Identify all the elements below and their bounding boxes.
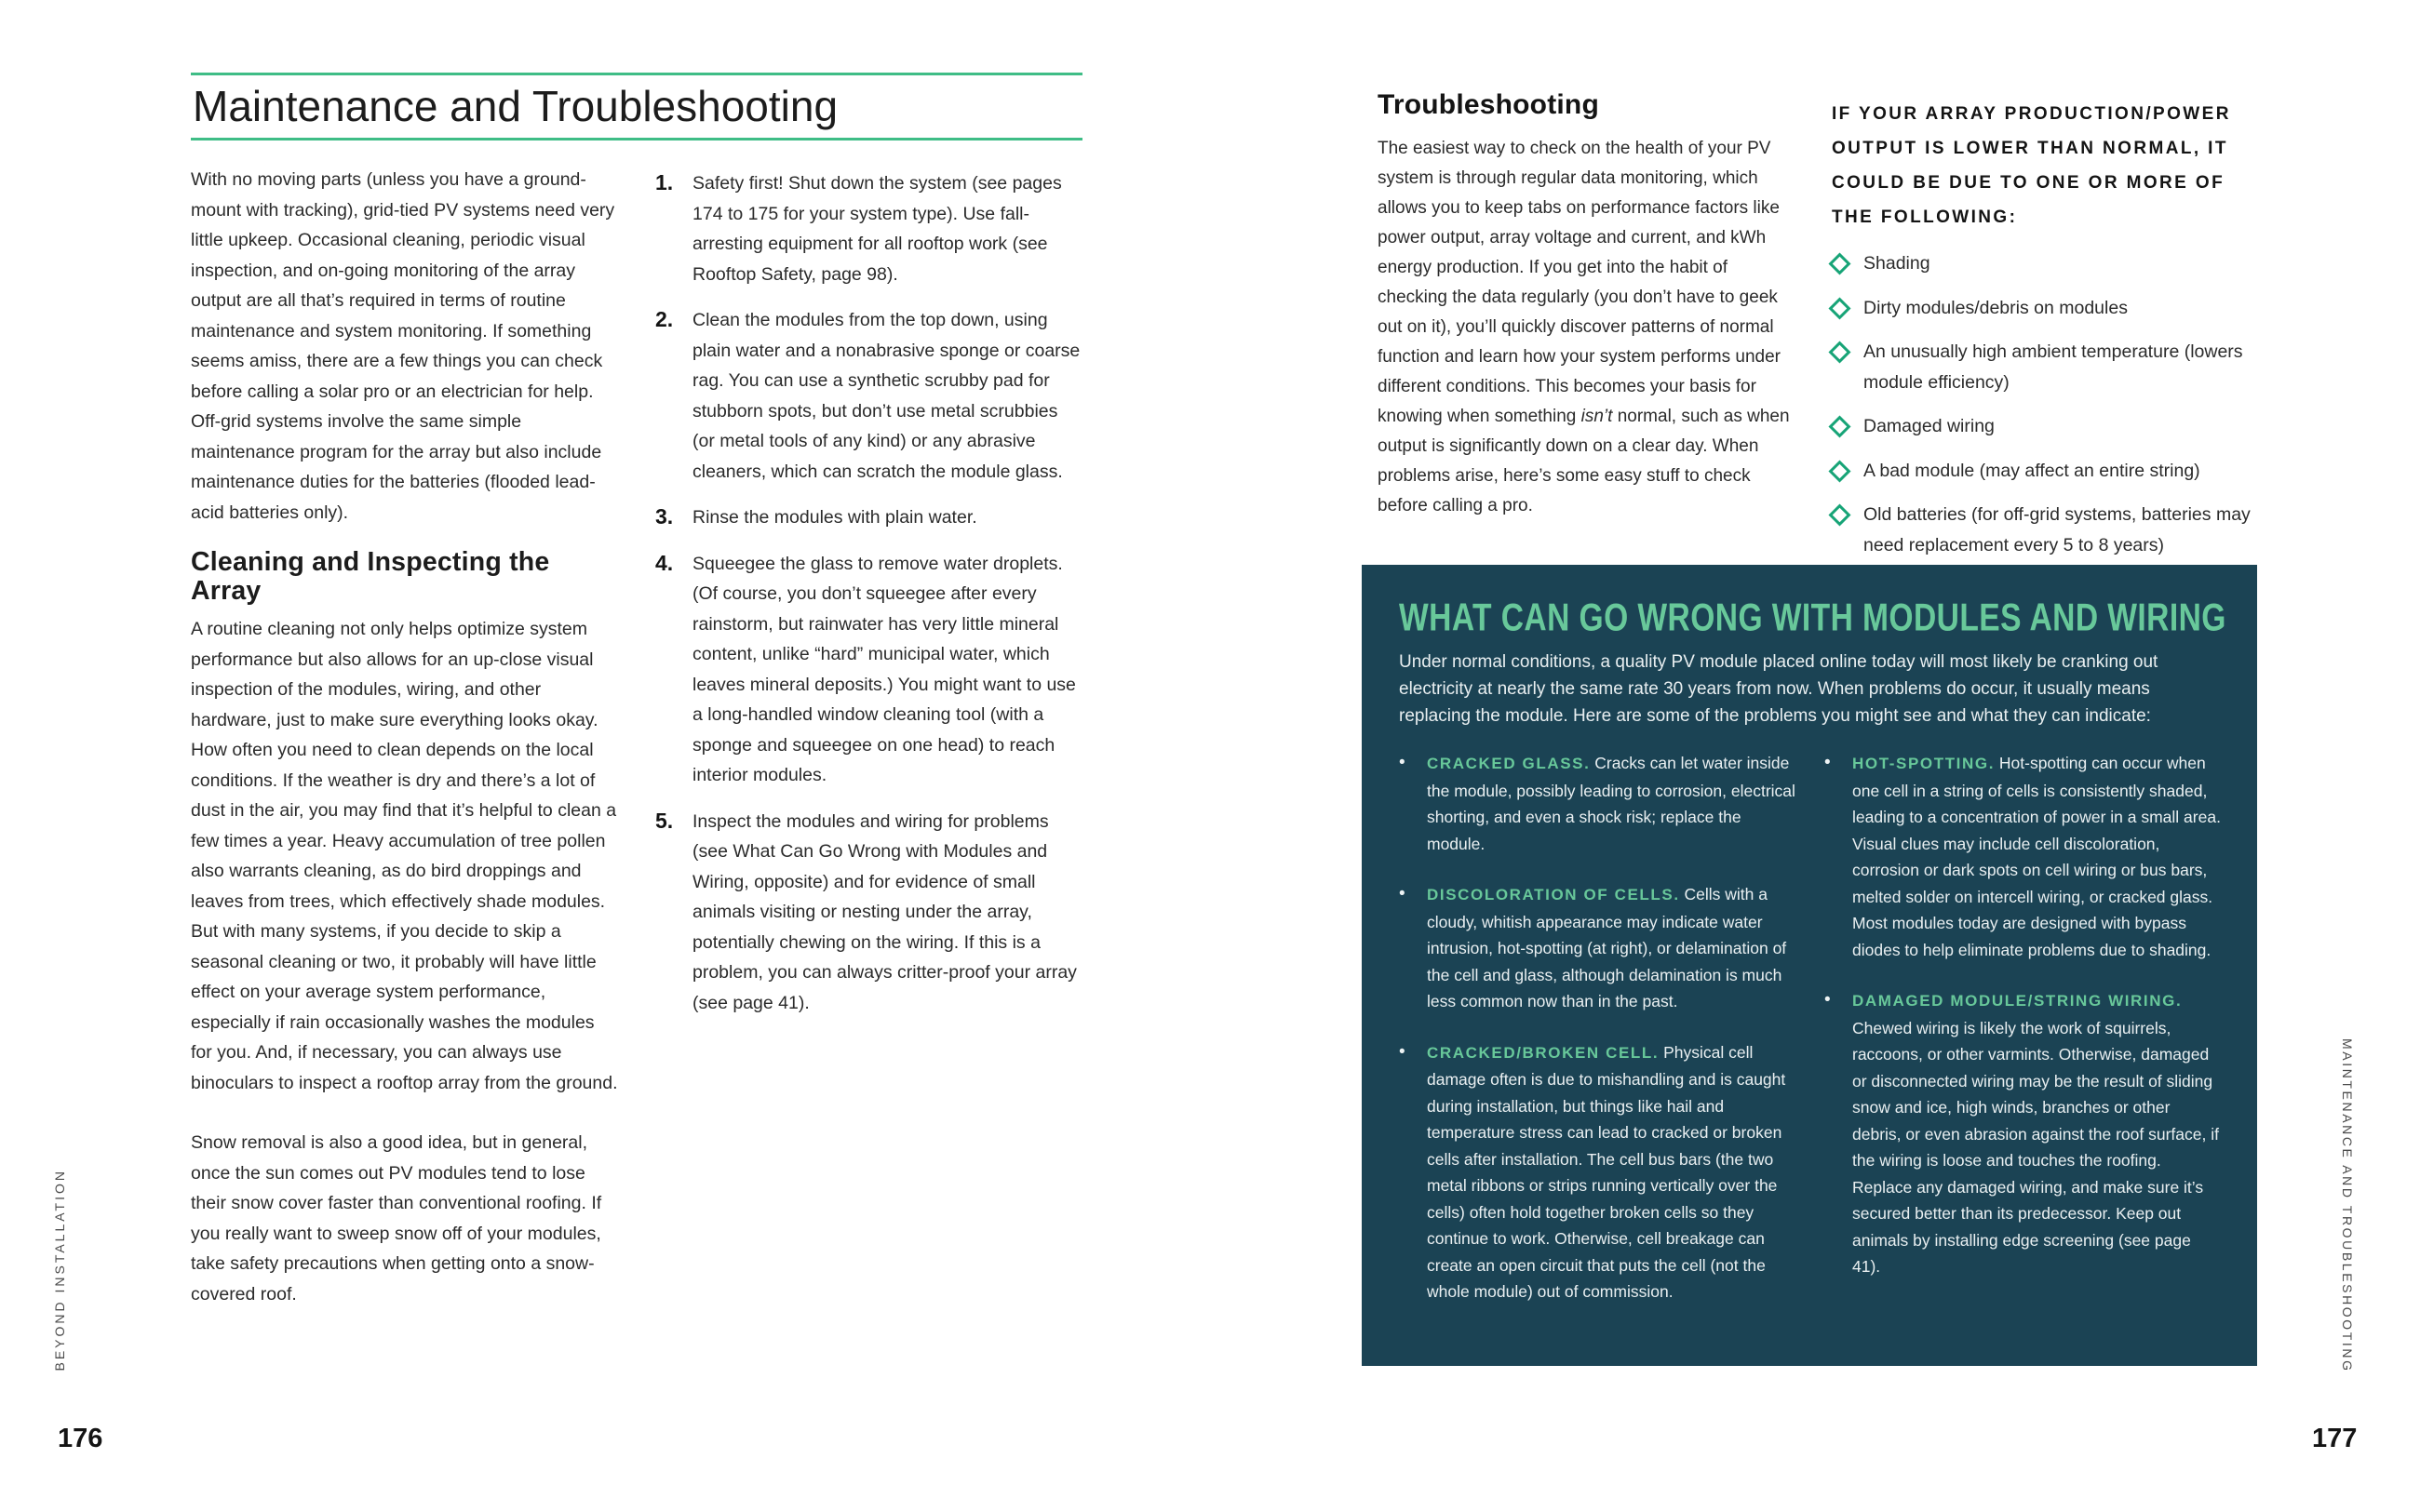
maintenance-steps	[655, 168, 1082, 1018]
checklist-item-text: A bad module (may affect an entire string)	[1863, 460, 2200, 481]
troubleshooting-heading: Troubleshooting	[1378, 89, 1599, 120]
checklist-item-text: An unusually high ambient temperature (lowers module efficiency)	[1863, 341, 2243, 393]
italic-word: isn’t	[1580, 407, 1613, 426]
what-can-go-wrong-box	[1362, 565, 2257, 1366]
step-item	[655, 502, 1082, 533]
step-item	[655, 305, 1082, 487]
low-output-checklist	[1832, 97, 2271, 560]
checklist-item	[1832, 456, 2271, 487]
intro-paragraph: With no moving parts (unless you have a ground-mount with tracking), grid-tied PV systems need very little upkeep. Occasional cleaning, periodic visual inspection, and on-going monitoring of the array output are all that’s required in terms of routine maintenance and system monitoring. If something seems amiss, there are a few things you can check before calling a solar pro or an electrician for help. Off-grid systems involve the same simple maintenance program for the array but also include maintenance duties for the batteries (flooded lead-acid batteries only).	[191, 169, 615, 523]
snow-paragraph: Snow removal is also a good idea, but in general, once the sun comes out PV modules tend to lose their snow cover faster than conventional roofing. If you really want to sweep snow off of your modules, take safety precautions when getting onto a snow-covered roof.	[191, 1132, 602, 1305]
checklist-item-text: Old batteries (for off-grid systems, batteries may need replacement every 5 to 8 years)	[1863, 504, 2251, 555]
bullet-icon	[1399, 1039, 1427, 1305]
diamond-bullet-icon	[1828, 297, 1850, 319]
checklist-item-text: Dirty modules/debris on modules	[1863, 297, 2128, 318]
left-page-columns	[191, 165, 1082, 1309]
box-entry-text	[1427, 1039, 1796, 1305]
page-number-left: 176	[58, 1424, 103, 1453]
entry-body: Cracks can let water inside the module, possibly leading to corrosion, electrical shorting, and even a shock risk; replace the module.	[1427, 754, 1795, 853]
box-entry-text	[1852, 750, 2222, 963]
diamond-bullet-icon	[1828, 252, 1850, 274]
box-entry	[1399, 750, 1796, 857]
right-column-steps	[655, 165, 1082, 1309]
step-number: 2.	[655, 307, 674, 331]
checklist-item	[1832, 500, 2271, 560]
box-entry-text	[1427, 750, 1796, 857]
step-text: Safety first! Shut down the system (see pages 174 to 175 for your system type). Use fall-arresting equipment for all rooftop work (see Rooftop Safety, page 98).	[692, 173, 1062, 285]
box-intro: Under normal conditions, a quality PV module placed online today will most likely be cranking out electricity at nearly the same rate 30 years from now. When problems do occur, it usually means replacing the module. Here are some of the problems you might see and what they can indicate:	[1399, 652, 2158, 726]
paragraph-text: normal, such as when output is significantly down on a clear day. When problems arise, here’s some easy stuff to check before calling a pro.	[1378, 407, 1790, 515]
box-entry	[1399, 881, 1796, 1015]
entry-body: Cells with a cloudy, whitish appearance may indicate water intrusion, hot-spotting (at right), or delamination of the cell and glass, although delamination is much less common now than in the past.	[1427, 885, 1787, 1010]
cleaning-paragraph: A routine cleaning not only helps optimize system performance but also allows for an up-close visual inspection of the modules, wiring, and other hardware, just to make sure everything looks okay. How often you need to clean depends on the local conditions. If the weather is dry and there’s a lot of dust in the air, you may find that it’s helpful to clean a few times a year. Heavy accumulation of tree pollen also warrants cleaning, as do bird droppings and leaves from trees, which effectively shade modules. But with many systems, if you decide to skip a seasonal cleaning or two, it probably will have little effect on your average system performance, especially if rain occasionally washes the modules for you. And, if necessary, you can always use binoculars to inspect a rooftop array from the ground.	[191, 619, 618, 1093]
right-margin-label: MAINTENANCE AND TROUBLESHOOTING	[2340, 1038, 2355, 1373]
left-page	[191, 73, 1082, 1309]
step-number: 5.	[655, 808, 674, 833]
box-entry	[1824, 987, 2222, 1280]
step-item	[655, 168, 1082, 289]
step-text: Squeegee the glass to remove water droplets. (Of course, you don’t squeegee after every rainstorm, but rainwater has very little mineral content, unlike “hard” municipal water, which leaves mineral deposits.) You might want to use a long-handled window cleaning tool (with a sponge and squeegee on one head) to reach interior modules.	[692, 553, 1076, 785]
checklist-item	[1832, 337, 2271, 397]
checklist-item	[1832, 293, 2271, 324]
page-number-right: 177	[2312, 1424, 2358, 1453]
box-title: WHAT CAN GO WRONG WITH MODULES AND WIRING	[1399, 596, 2226, 639]
bullet-icon	[1399, 750, 1427, 857]
step-item	[655, 807, 1082, 1019]
box-entry-text	[1427, 881, 1796, 1015]
checklist-item	[1832, 411, 2271, 442]
diamond-bullet-icon	[1828, 503, 1850, 526]
left-margin-label: BEYOND INSTALLATION	[52, 1169, 67, 1372]
checklist-item	[1832, 248, 2271, 279]
diamond-bullet-icon	[1828, 341, 1850, 363]
step-item	[655, 549, 1082, 791]
box-column-left	[1399, 750, 1796, 1330]
entry-lead: CRACKED/BROKEN CELL.	[1427, 1043, 1660, 1062]
bullet-icon	[1824, 750, 1852, 963]
step-text: Rinse the modules with plain water.	[692, 507, 977, 528]
entry-body: Hot-spotting can occur when one cell in a string of cells is consistently shaded, leading to a concentration of power in a small area. Visual clues may include cell discoloration, corrosion or dark spots on cell wiring or bus bars, melted solder on intercell wiring, or cracked glass. Most modules today are designed with bypass diodes to help eliminate problems due to shading.	[1852, 754, 2221, 959]
checklist-item-text: Shading	[1863, 253, 1930, 274]
entry-body: Chewed wiring is likely the work of squirrels, raccoons, or other varmints. Otherwise, damaged or disconnected wiring may be the result of sliding snow and ice, high winds, branches or other debris, or even abrasion against the roof surface, if the wiring is loose and touches the roofing. Replace any damaged wiring, and make sure it’s secured better than its predecessor. Keep out animals by installing edge screening (see page 41).	[1852, 1018, 2219, 1276]
entry-lead: DISCOLORATION OF CELLS.	[1427, 886, 1680, 903]
step-text: Inspect the modules and wiring for problems (see What Can Go Wrong with Modules and Wiring, opposite) and for evidence of small animals visiting or nesting under the array, potentially chewing on the wiring. If this is a problem, you can always critter-proof your array (see page 41).	[692, 810, 1077, 1013]
step-number: 4.	[655, 550, 674, 575]
entry-lead: HOT-SPOTTING.	[1852, 755, 1996, 772]
troubleshooting-paragraph	[1378, 134, 1798, 521]
box-entry	[1824, 750, 2222, 963]
box-entry	[1399, 1039, 1796, 1305]
checklist-items	[1832, 248, 2271, 560]
step-number: 3.	[655, 504, 674, 529]
left-column-text	[191, 165, 618, 1309]
green-rule-bottom	[191, 138, 1082, 140]
entry-lead: CRACKED GLASS.	[1427, 755, 1591, 772]
box-columns	[1399, 750, 2222, 1330]
bullet-icon	[1399, 881, 1427, 1015]
step-text: Clean the modules from the top down, using plain water and a nonabrasive sponge or coarse rag. You can use a synthetic scrubby pad for stubborn spots, but don’t use metal scrubbies (or metal tools of any kind) or any abrasive cleaners, which can scratch the module glass.	[692, 310, 1081, 482]
page-title: Maintenance and Troubleshooting	[193, 82, 839, 130]
box-entry-text	[1852, 987, 2222, 1280]
troubleshooting-section	[1378, 89, 1798, 521]
checklist-header: IF YOUR ARRAY PRODUCTION/POWER OUTPUT IS LOWER THAN NORMAL, IT COULD BE DUE TO ONE OR MORE OF THE FOLLOWING:	[1832, 104, 2231, 227]
diamond-bullet-icon	[1828, 415, 1850, 437]
box-column-right	[1824, 750, 2222, 1330]
checklist-item-text: Damaged wiring	[1863, 416, 1995, 436]
diamond-bullet-icon	[1828, 460, 1850, 482]
step-number: 1.	[655, 170, 674, 194]
section-subhead: Cleaning and Inspecting the Array	[191, 547, 550, 606]
entry-lead: DAMAGED MODULE/STRING WIRING.	[1852, 992, 2183, 1010]
title-block	[191, 73, 1082, 140]
bullet-icon	[1824, 987, 1852, 1280]
entry-body: Physical cell damage often is due to mishandling and is caught during installation, but things like hail and temperature stress can lead to cracked or broken cells after installation. The cell bus bars (the two metal ribbons or strips running vertically over the cells) often hold together broken cells so they continue to work. Otherwise, cell breakage can create an open circuit that puts the cell (not the whole module) out of commission.	[1427, 1042, 1786, 1301]
paragraph-text: The easiest way to check on the health of your PV system is through regular data monitoring, which allows you to keep tabs on performance factors like power output, array voltage and current, and kWh energy production. If you get into the habit of checking the data regularly (you don’t have to geek out on it), you’ll quickly discover patterns of normal function and learn how your system performs under different conditions. This becomes your basis for knowing when something	[1378, 139, 1781, 426]
